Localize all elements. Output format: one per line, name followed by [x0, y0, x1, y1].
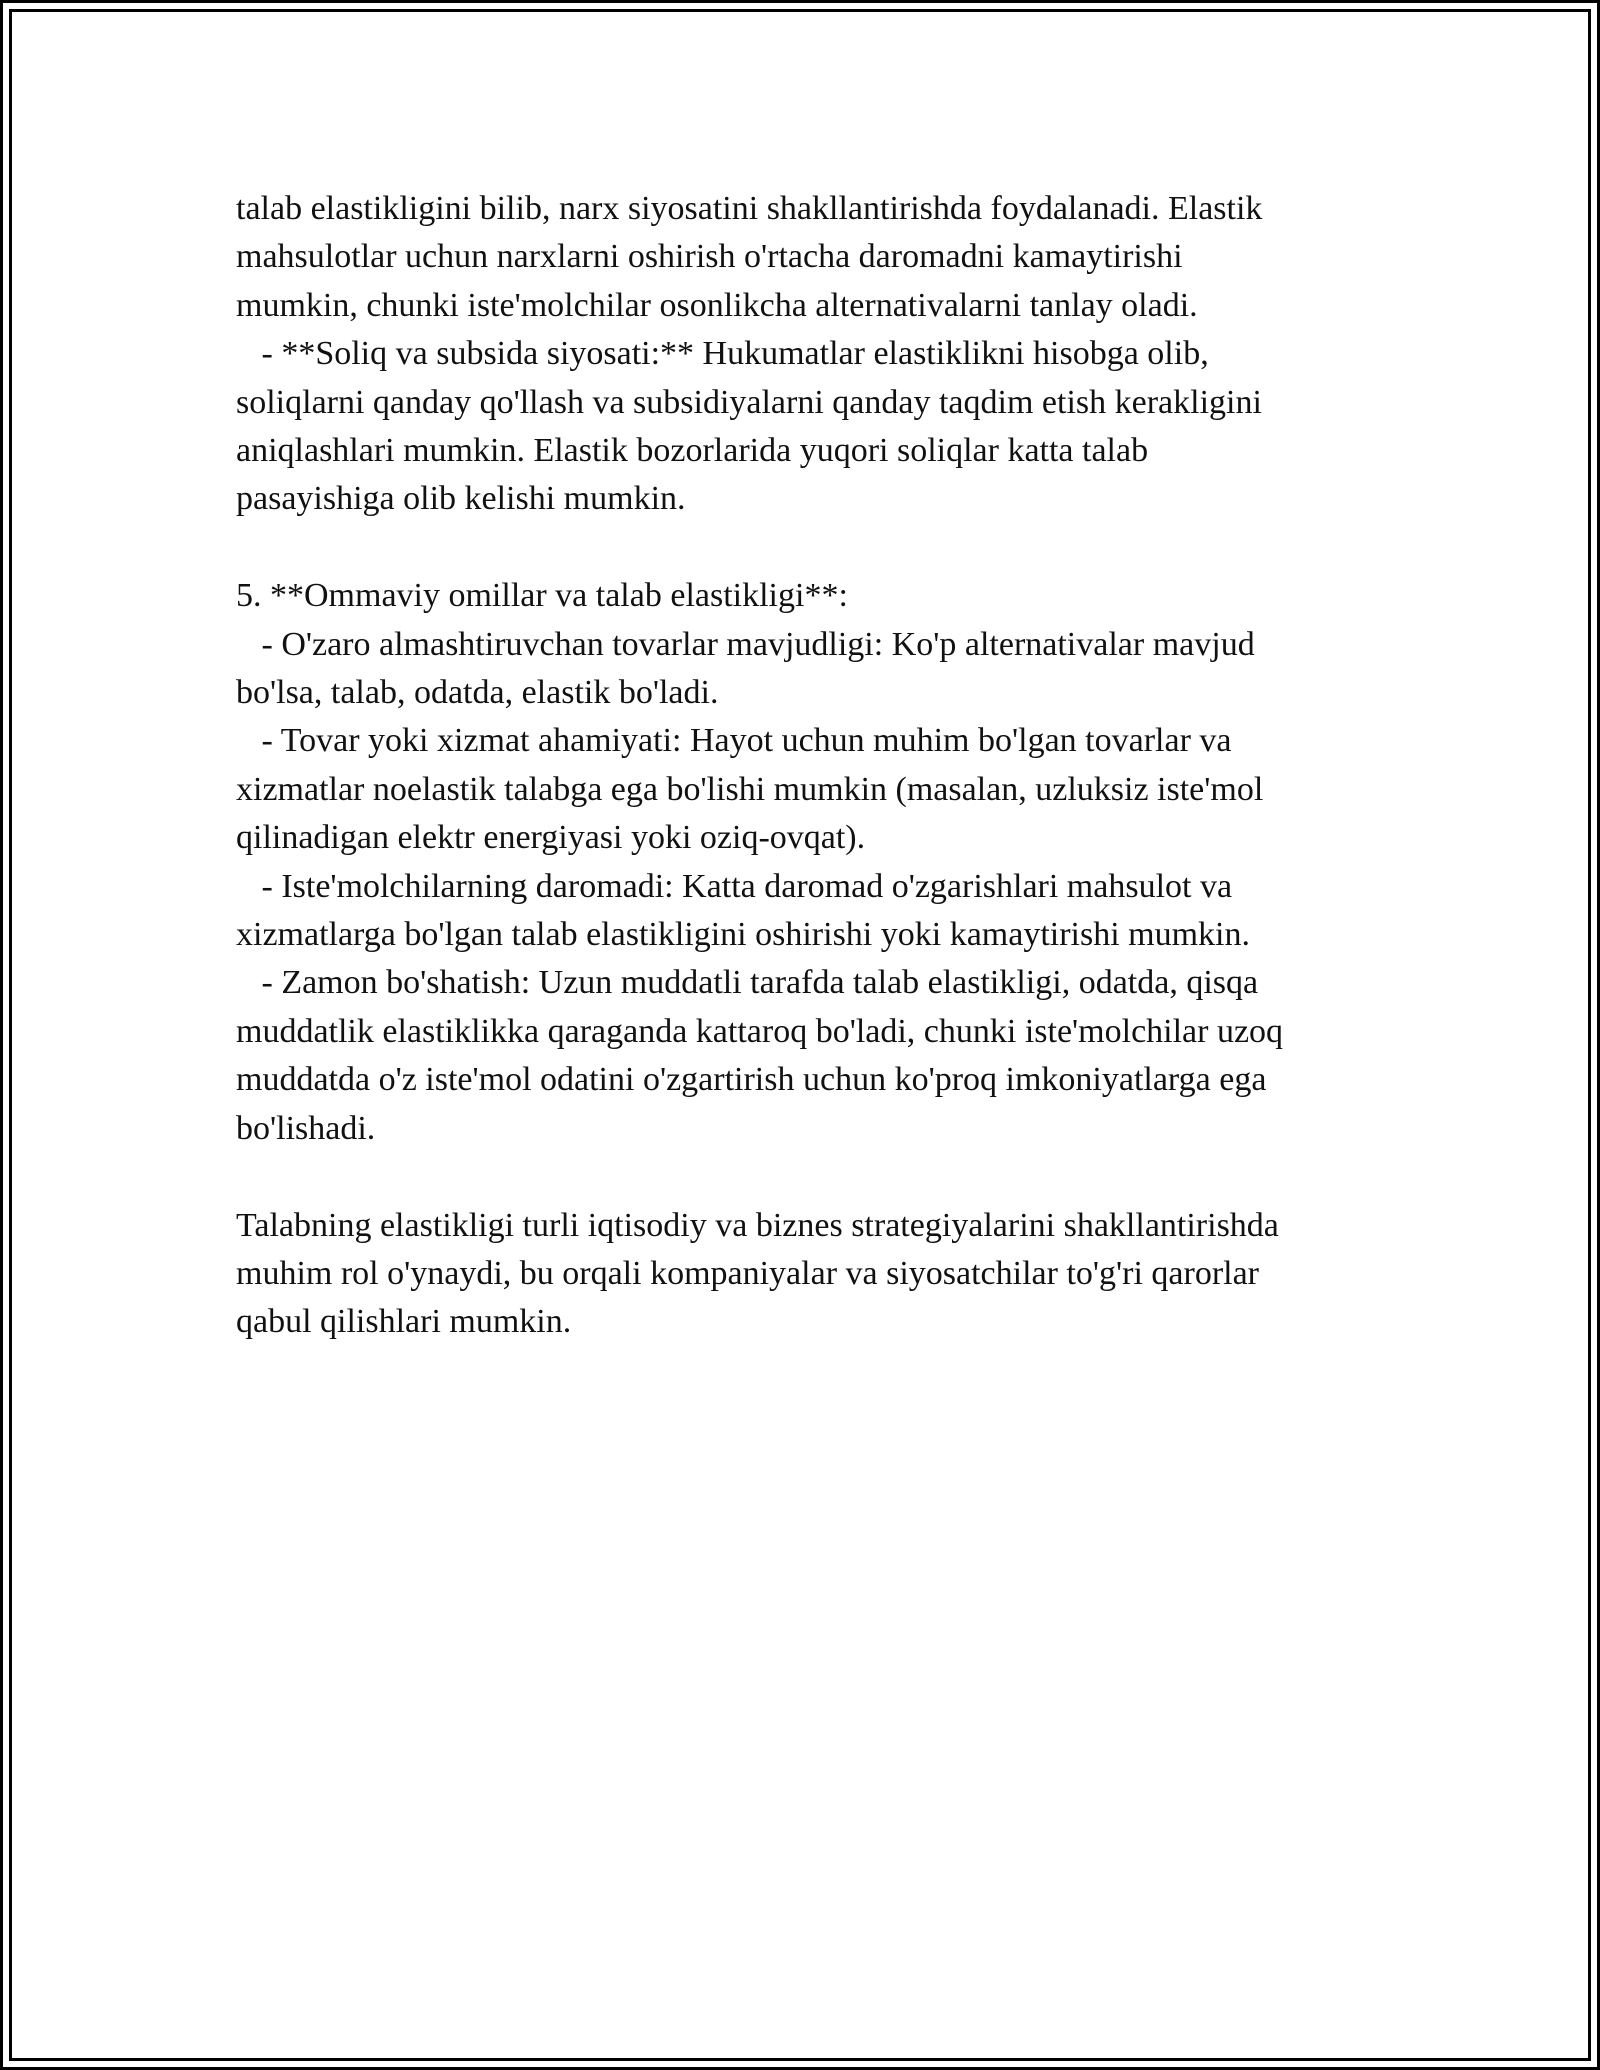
- text-line: Talabning elastikligi turli iqtisodiy va biznes strategiyalarini shakllantirishda: [236, 1206, 1279, 1244]
- text-line: soliqlarni qanday qo'llash va subsidiyalarni qanday taqdim etish kerakligini: [236, 383, 1262, 421]
- text-line: - Tovar yoki xizmat ahamiyati: Hayot uchun muhim bo'lgan tovarlar va: [236, 722, 1232, 760]
- paragraph-gap: [236, 524, 1386, 572]
- document-body: [236, 185, 1386, 1347]
- text-line: muddatda o'z iste'mol odatini o'zgartirish uchun ko'proq imkoniyatlarga ega: [236, 1061, 1267, 1099]
- text-line: bo'lishadi.: [236, 1109, 376, 1147]
- text-line: - Zamon bo'shatish: Uzun muddatli tarafda talab elastikligi, odatda, qisqa: [236, 964, 1259, 1002]
- text-line: pasayishiga olib kelishi mumkin.: [236, 480, 686, 518]
- text-line: - Iste'molchilarning daromadi: Katta daromad o'zgarishlari mahsulot va: [236, 867, 1233, 905]
- text-line: - **Soliq va subsida siyosati:** Hukumatlar elastiklikni hisobga olib,: [236, 335, 1209, 373]
- section-heading: 5. **Ommaviy omillar va talab elastikligi**:: [236, 577, 848, 615]
- text-line: mahsulotlar uchun narxlarni oshirish o'rtacha daromadni kamaytirishi: [236, 238, 1183, 276]
- text-line: mumkin, chunki iste'molchilar osonlikcha alternativalarni tanlay oladi.: [236, 286, 1198, 324]
- text-line: - O'zaro almashtiruvchan tovarlar mavjudligi: Ko'p alternativalar mavjud: [236, 625, 1255, 663]
- text-line: talab elastikligini bilib, narx siyosatini shakllantirishda foydalanadi. Elastik: [236, 190, 1263, 227]
- text-line: xizmatlarga bo'lgan talab elastikligini oshirishi yoki kamaytirishi mumkin.: [236, 916, 1251, 954]
- text-line: qabul qilishlari mumkin.: [236, 1303, 572, 1341]
- text-line: muhim rol o'ynaydi, bu orqali kompaniyalar va siyosatchilar to'g'ri qarorlar: [236, 1254, 1260, 1292]
- text-line: xizmatlar noelastik talabga ega bo'lishi mumkin (masalan, uzluksiz iste'mol: [236, 770, 1264, 808]
- text-line: muddatlik elastiklikka qaraganda kattaroq bo'ladi, chunki iste'molchilar uzoq: [236, 1012, 1284, 1050]
- paragraph-gap: [236, 1153, 1386, 1201]
- text-line: qilinadigan elektr energiyasi yoki oziq-ovqat).: [236, 819, 866, 857]
- text-line: aniqlashlari mumkin. Elastik bozorlarida yuqori soliqlar katta talab: [236, 432, 1149, 470]
- text-line: bo'lsa, talab, odatda, elastik bo'ladi.: [236, 674, 719, 712]
